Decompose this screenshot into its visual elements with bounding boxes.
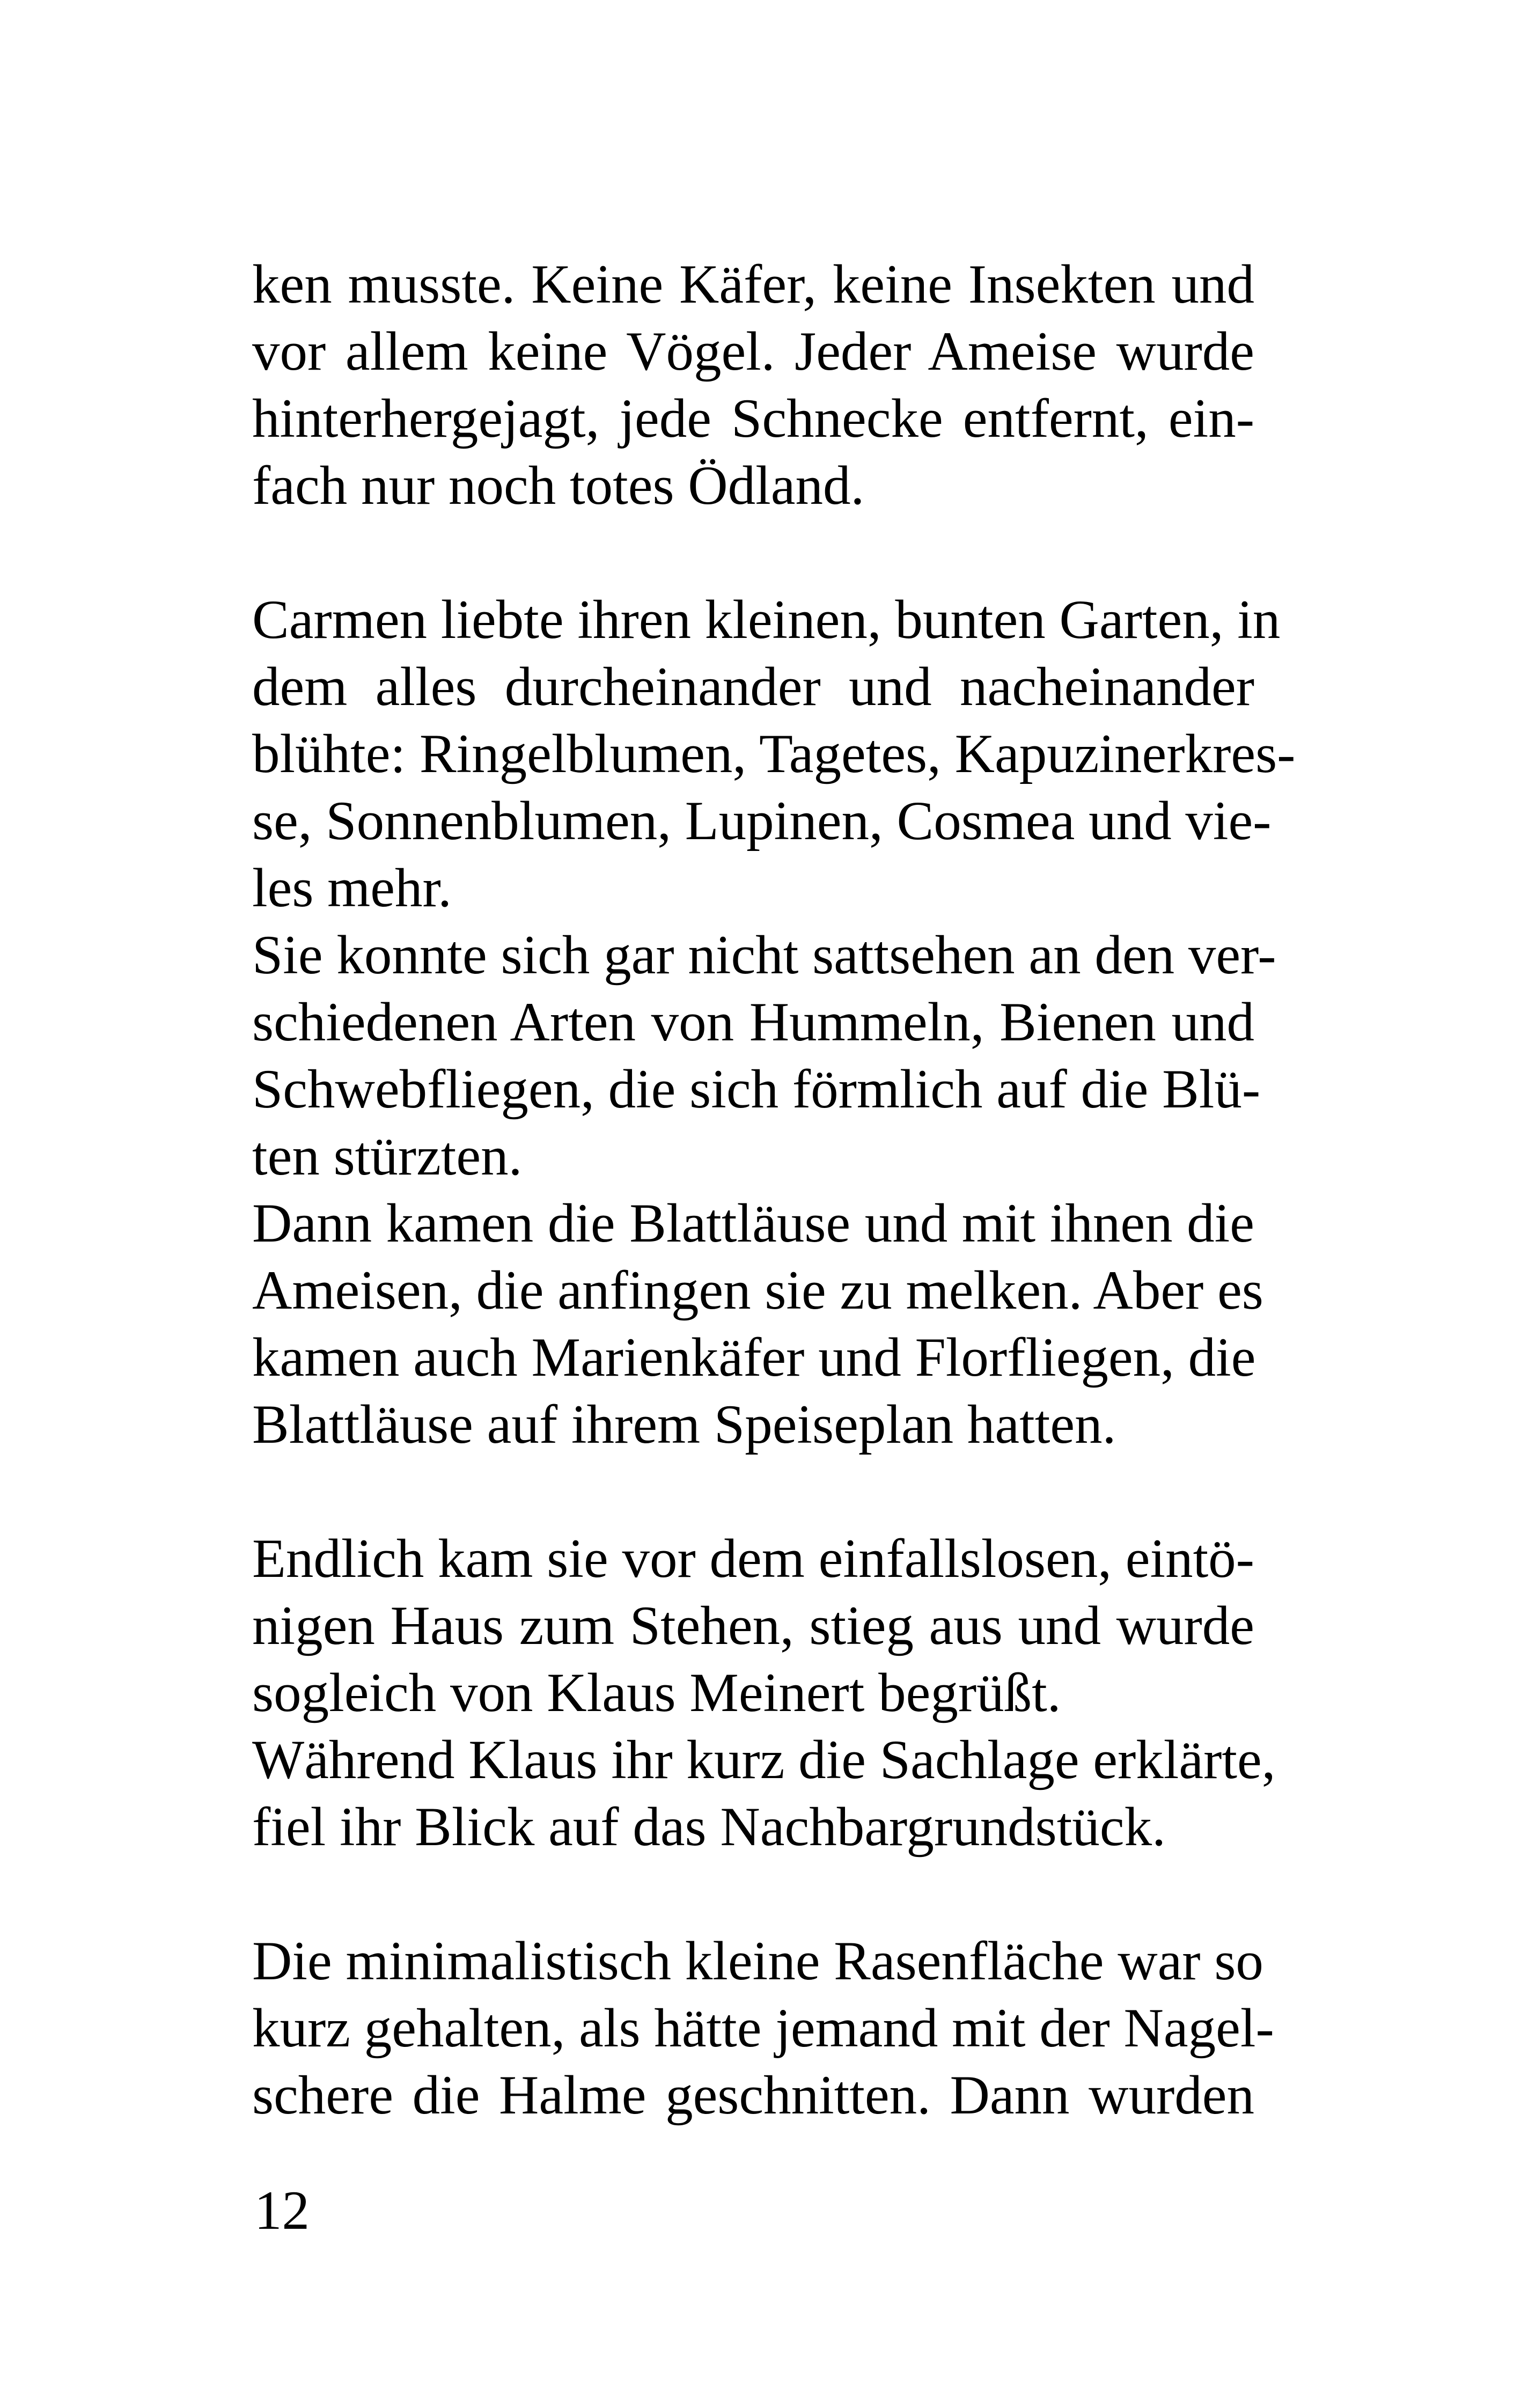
- text-line: blühte: Ringelblumen, Tagetes, Kapuzinerkres-: [252, 723, 1296, 784]
- text-line: kamen auch Marienkäfer und Florfliegen, die: [252, 1327, 1256, 1388]
- text-line: kurz gehalten, als hätte jemand mit der Nagel-: [252, 1998, 1274, 2059]
- paragraph: [252, 922, 1276, 1190]
- text-line: dem alles durcheinander und nacheinander: [252, 656, 1254, 717]
- paragraph-gap: [252, 1861, 1254, 1928]
- paragraph-gap: [252, 1458, 1254, 1525]
- text-line: Während Klaus ihr kurz die Sachlage erklärte,: [252, 1729, 1276, 1790]
- paragraph: [252, 1727, 1276, 1861]
- text-line: Sie konnte sich gar nicht sattsehen an den ver-: [252, 924, 1276, 986]
- body-text: [252, 251, 1296, 2129]
- paragraph: [252, 1525, 1254, 1727]
- text-line: les mehr.: [252, 857, 452, 919]
- text-line: fiel ihr Blick auf das Nachbargrundstück.: [252, 1796, 1166, 1858]
- paragraph: [252, 1928, 1274, 2129]
- paragraph-gap: [252, 519, 1254, 586]
- text-line: se, Sonnenblumen, Lupinen, Cosmea und vie-: [252, 790, 1272, 851]
- text-line: Blattläuse auf ihrem Speiseplan hatten.: [252, 1394, 1116, 1455]
- page-number: 12: [254, 2180, 310, 2241]
- text-line: fach nur noch totes Ödland.: [252, 455, 865, 516]
- text-line: vor allem keine Vögel. Jeder Ameise wurde: [252, 321, 1254, 382]
- text-line: sogleich von Klaus Meinert begrüßt.: [252, 1662, 1061, 1723]
- text-line: schere die Halme geschnitten. Dann wurden: [252, 2065, 1254, 2126]
- text-line: ken musste. Keine Käfer, keine Insekten und: [252, 254, 1254, 315]
- text-line: Die minimalistisch kleine Rasenfläche war so: [252, 1930, 1263, 1992]
- paragraph: [252, 251, 1254, 519]
- text-line: Endlich kam sie vor dem einfallslosen, eintö-: [252, 1528, 1254, 1589]
- text-line: nigen Haus zum Stehen, stieg aus und wurde: [252, 1595, 1254, 1656]
- text-line: Schwebfliegen, die sich förmlich auf die Blü-: [252, 1059, 1261, 1120]
- paragraph: [252, 1190, 1263, 1458]
- text-line: ten stürzten.: [252, 1126, 523, 1187]
- text-line: Carmen liebte ihren kleinen, bunten Garten, in: [252, 589, 1281, 650]
- paragraph: [252, 586, 1296, 922]
- text-line: schiedenen Arten von Hummeln, Bienen und: [252, 992, 1254, 1053]
- text-line: hinterhergejagt, jede Schnecke entfernt, ein-: [252, 388, 1254, 449]
- text-line: Ameisen, die anfingen sie zu melken. Aber es: [252, 1260, 1263, 1321]
- text-line: Dann kamen die Blattläuse und mit ihnen die: [252, 1193, 1254, 1254]
